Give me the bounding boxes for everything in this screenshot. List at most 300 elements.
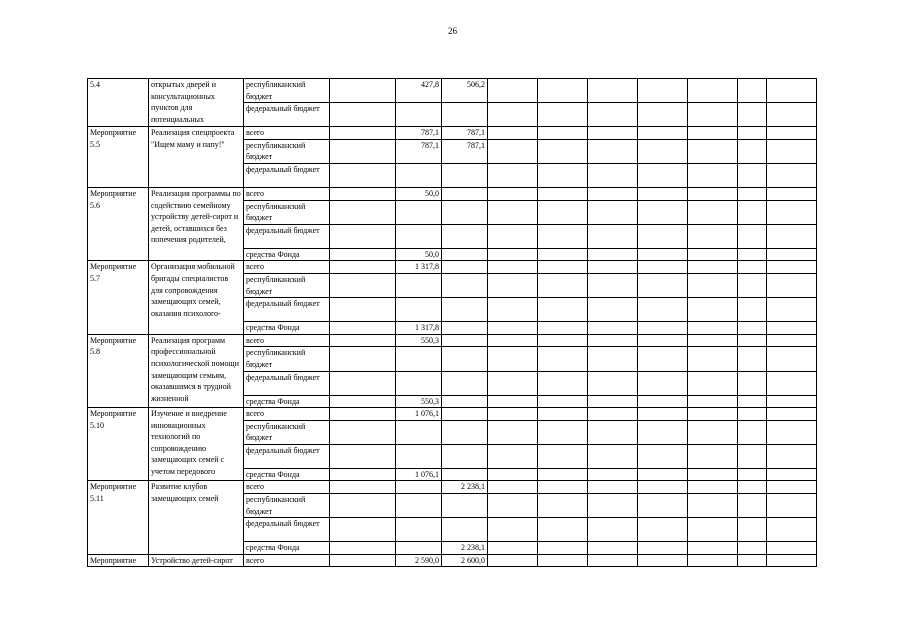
empty-cell <box>688 200 738 224</box>
value-cell <box>330 200 396 224</box>
table-row <box>88 334 817 347</box>
empty-cell <box>638 554 688 567</box>
empty-cell <box>488 468 538 481</box>
empty-cell <box>767 408 817 421</box>
empty-cell <box>638 494 688 518</box>
empty-cell <box>638 261 688 274</box>
funding-source-cell: всего <box>244 334 330 347</box>
empty-cell <box>488 518 538 542</box>
funding-source-cell: федеральный бюджет <box>244 371 330 395</box>
value-cell <box>442 371 488 395</box>
empty-cell <box>588 163 638 187</box>
empty-cell <box>767 420 817 444</box>
activity-code-cell: Мероприятие 5.5 <box>88 127 149 188</box>
funding-source-cell: всего <box>244 481 330 494</box>
value-cell <box>396 444 442 468</box>
empty-cell <box>488 79 538 103</box>
empty-cell <box>738 103 767 127</box>
empty-cell <box>588 127 638 140</box>
table-row <box>88 408 817 421</box>
value-cell <box>396 518 442 542</box>
activity-name-cell: Реализация программы по содействию семейному устройству детей-сирот и детей, оставшихся без попечения родителей, <box>149 187 244 260</box>
value-cell <box>442 273 488 297</box>
empty-cell <box>638 481 688 494</box>
table-row <box>88 79 817 103</box>
empty-cell <box>538 261 588 274</box>
funding-source-cell: федеральный бюджет <box>244 103 330 127</box>
empty-cell <box>688 371 738 395</box>
empty-cell <box>688 408 738 421</box>
empty-cell <box>688 79 738 103</box>
empty-cell <box>638 273 688 297</box>
empty-cell <box>588 395 638 408</box>
empty-cell <box>538 542 588 555</box>
empty-cell <box>638 518 688 542</box>
empty-cell <box>638 139 688 163</box>
value-cell <box>396 163 442 187</box>
value-cell <box>442 248 488 261</box>
value-cell <box>396 494 442 518</box>
value-cell <box>330 103 396 127</box>
empty-cell <box>738 163 767 187</box>
value-cell <box>330 420 396 444</box>
value-cell <box>330 468 396 481</box>
funding-source-cell: средства Фонда <box>244 395 330 408</box>
empty-cell <box>488 334 538 347</box>
empty-cell <box>688 103 738 127</box>
value-cell <box>442 420 488 444</box>
empty-cell <box>767 494 817 518</box>
budget-table <box>87 78 817 567</box>
empty-cell <box>588 248 638 261</box>
empty-cell <box>767 542 817 555</box>
empty-cell <box>767 103 817 127</box>
empty-cell <box>767 481 817 494</box>
value-cell: 1 076,1 <box>396 468 442 481</box>
empty-cell <box>488 127 538 140</box>
activity-name-cell: Изучение и внедрение инновационных технологий по сопровождению замещающих семей с учетом передового <box>149 408 244 481</box>
empty-cell <box>538 468 588 481</box>
empty-cell <box>638 127 688 140</box>
value-cell: 1 076,1 <box>396 408 442 421</box>
empty-cell <box>738 248 767 261</box>
empty-cell <box>488 554 538 567</box>
empty-cell <box>538 371 588 395</box>
empty-cell <box>588 334 638 347</box>
value-cell: 787,1 <box>396 139 442 163</box>
empty-cell <box>638 347 688 371</box>
empty-cell <box>638 371 688 395</box>
funding-source-cell: республиканский бюджет <box>244 347 330 371</box>
empty-cell <box>767 518 817 542</box>
funding-source-cell: республиканский бюджет <box>244 200 330 224</box>
empty-cell <box>538 494 588 518</box>
empty-cell <box>588 554 638 567</box>
value-cell <box>396 420 442 444</box>
value-cell <box>330 481 396 494</box>
empty-cell <box>538 127 588 140</box>
empty-cell <box>638 395 688 408</box>
value-cell <box>396 542 442 555</box>
value-cell <box>330 163 396 187</box>
empty-cell <box>488 103 538 127</box>
activity-name-cell: Развитие клубов замещающих семей <box>149 481 244 554</box>
value-cell <box>442 347 488 371</box>
value-cell: 2 238,1 <box>442 542 488 555</box>
empty-cell <box>588 444 638 468</box>
empty-cell <box>538 334 588 347</box>
activity-code-cell: Мероприятие 5.7 <box>88 261 149 334</box>
empty-cell <box>588 187 638 200</box>
value-cell <box>330 298 396 322</box>
empty-cell <box>738 347 767 371</box>
value-cell: 50,0 <box>396 248 442 261</box>
empty-cell <box>738 187 767 200</box>
empty-cell <box>488 494 538 518</box>
value-cell: 427,8 <box>396 79 442 103</box>
empty-cell <box>538 395 588 408</box>
empty-cell <box>538 408 588 421</box>
empty-cell <box>638 408 688 421</box>
funding-source-cell: республиканский бюджет <box>244 139 330 163</box>
empty-cell <box>767 371 817 395</box>
empty-cell <box>767 273 817 297</box>
funding-source-cell: средства Фонда <box>244 322 330 335</box>
empty-cell <box>767 200 817 224</box>
empty-cell <box>638 163 688 187</box>
activity-name-cell: Организация мобильной бригады специалистов для сопровождения замещающих семей, оказания психолого- <box>149 261 244 334</box>
empty-cell <box>638 542 688 555</box>
empty-cell <box>488 481 538 494</box>
empty-cell <box>538 322 588 335</box>
value-cell <box>330 444 396 468</box>
empty-cell <box>488 420 538 444</box>
empty-cell <box>688 554 738 567</box>
empty-cell <box>488 261 538 274</box>
value-cell <box>442 187 488 200</box>
empty-cell <box>738 79 767 103</box>
empty-cell <box>638 298 688 322</box>
funding-source-cell: федеральный бюджет <box>244 444 330 468</box>
funding-source-cell: всего <box>244 127 330 140</box>
empty-cell <box>538 248 588 261</box>
empty-cell <box>488 322 538 335</box>
activity-code-cell: Мероприятие 5.6 <box>88 187 149 260</box>
value-cell <box>330 79 396 103</box>
empty-cell <box>588 322 638 335</box>
empty-cell <box>538 518 588 542</box>
empty-cell <box>767 554 817 567</box>
value-cell <box>330 139 396 163</box>
value-cell <box>330 542 396 555</box>
empty-cell <box>688 542 738 555</box>
funding-source-cell: всего <box>244 187 330 200</box>
empty-cell <box>488 444 538 468</box>
funding-source-cell: средства Фонда <box>244 542 330 555</box>
value-cell <box>442 322 488 335</box>
value-cell: 1 317,8 <box>396 261 442 274</box>
empty-cell <box>638 322 688 335</box>
empty-cell <box>688 481 738 494</box>
table-row <box>88 481 817 494</box>
empty-cell <box>538 554 588 567</box>
funding-source-cell: всего <box>244 554 330 567</box>
empty-cell <box>767 79 817 103</box>
empty-cell <box>688 420 738 444</box>
empty-cell <box>638 420 688 444</box>
activity-code-cell: 5.4 <box>88 79 149 127</box>
funding-source-cell: республиканский бюджет <box>244 79 330 103</box>
empty-cell <box>488 395 538 408</box>
value-cell <box>330 408 396 421</box>
empty-cell <box>638 79 688 103</box>
empty-cell <box>688 273 738 297</box>
empty-cell <box>767 395 817 408</box>
empty-cell <box>738 468 767 481</box>
funding-source-cell: всего <box>244 408 330 421</box>
value-cell <box>396 481 442 494</box>
value-cell: 2 590,0 <box>396 554 442 567</box>
empty-cell <box>738 518 767 542</box>
value-cell <box>330 322 396 335</box>
empty-cell <box>688 298 738 322</box>
value-cell <box>396 371 442 395</box>
value-cell <box>396 298 442 322</box>
empty-cell <box>738 494 767 518</box>
empty-cell <box>738 420 767 444</box>
value-cell <box>396 200 442 224</box>
funding-source-cell: республиканский бюджет <box>244 420 330 444</box>
empty-cell <box>588 420 638 444</box>
empty-cell <box>638 444 688 468</box>
empty-cell <box>688 347 738 371</box>
empty-cell <box>588 408 638 421</box>
empty-cell <box>588 542 638 555</box>
empty-cell <box>638 103 688 127</box>
value-cell: 50,0 <box>396 187 442 200</box>
empty-cell <box>738 127 767 140</box>
value-cell <box>330 224 396 248</box>
value-cell <box>442 444 488 468</box>
empty-cell <box>738 371 767 395</box>
empty-cell <box>638 248 688 261</box>
empty-cell <box>738 408 767 421</box>
empty-cell <box>588 139 638 163</box>
empty-cell <box>738 554 767 567</box>
value-cell <box>442 468 488 481</box>
value-cell <box>330 395 396 408</box>
activity-name-cell: открытых дверей и консультационных пунктов для потенциальных <box>149 79 244 127</box>
value-cell <box>330 347 396 371</box>
activity-code-cell: Мероприятие 5.10 <box>88 408 149 481</box>
table-row <box>88 127 817 140</box>
empty-cell <box>588 494 638 518</box>
empty-cell <box>488 248 538 261</box>
value-cell: 550,3 <box>396 334 442 347</box>
value-cell <box>330 334 396 347</box>
value-cell: 550,3 <box>396 395 442 408</box>
empty-cell <box>738 395 767 408</box>
value-cell: 787,1 <box>442 139 488 163</box>
value-cell <box>330 261 396 274</box>
value-cell <box>330 187 396 200</box>
value-cell <box>442 395 488 408</box>
empty-cell <box>688 322 738 335</box>
value-cell <box>330 127 396 140</box>
value-cell <box>442 298 488 322</box>
empty-cell <box>738 444 767 468</box>
empty-cell <box>638 334 688 347</box>
empty-cell <box>538 187 588 200</box>
empty-cell <box>538 347 588 371</box>
empty-cell <box>488 273 538 297</box>
empty-cell <box>588 79 638 103</box>
value-cell <box>442 261 488 274</box>
empty-cell <box>688 127 738 140</box>
empty-cell <box>638 187 688 200</box>
funding-source-cell: федеральный бюджет <box>244 518 330 542</box>
empty-cell <box>738 298 767 322</box>
value-cell: 1 317,8 <box>396 322 442 335</box>
empty-cell <box>688 468 738 481</box>
value-cell <box>330 248 396 261</box>
value-cell <box>442 334 488 347</box>
funding-source-cell: республиканский бюджет <box>244 273 330 297</box>
empty-cell <box>638 200 688 224</box>
empty-cell <box>588 481 638 494</box>
empty-cell <box>488 200 538 224</box>
empty-cell <box>488 224 538 248</box>
empty-cell <box>738 481 767 494</box>
empty-cell <box>638 224 688 248</box>
empty-cell <box>738 334 767 347</box>
empty-cell <box>638 468 688 481</box>
empty-cell <box>688 444 738 468</box>
activity-name-cell: Устройство детей-сирот <box>149 554 244 567</box>
empty-cell <box>538 79 588 103</box>
empty-cell <box>588 347 638 371</box>
value-cell <box>330 273 396 297</box>
empty-cell <box>688 163 738 187</box>
funding-source-cell: федеральный бюджет <box>244 163 330 187</box>
value-cell <box>442 494 488 518</box>
value-cell <box>442 103 488 127</box>
funding-source-cell: федеральный бюджет <box>244 298 330 322</box>
empty-cell <box>767 261 817 274</box>
empty-cell <box>767 187 817 200</box>
empty-cell <box>688 224 738 248</box>
empty-cell <box>488 298 538 322</box>
empty-cell <box>588 518 638 542</box>
table-row <box>88 187 817 200</box>
value-cell <box>442 224 488 248</box>
empty-cell <box>538 273 588 297</box>
value-cell <box>330 494 396 518</box>
empty-cell <box>588 298 638 322</box>
value-cell <box>330 554 396 567</box>
empty-cell <box>688 334 738 347</box>
value-cell: 787,1 <box>442 127 488 140</box>
value-cell <box>442 408 488 421</box>
value-cell: 2 238,1 <box>442 481 488 494</box>
funding-source-cell: федеральный бюджет <box>244 224 330 248</box>
empty-cell <box>588 103 638 127</box>
empty-cell <box>538 163 588 187</box>
empty-cell <box>538 139 588 163</box>
empty-cell <box>767 468 817 481</box>
activity-code-cell: Мероприятие <box>88 554 149 567</box>
empty-cell <box>688 261 738 274</box>
empty-cell <box>538 298 588 322</box>
empty-cell <box>588 224 638 248</box>
empty-cell <box>588 468 638 481</box>
empty-cell <box>488 187 538 200</box>
empty-cell <box>488 139 538 163</box>
empty-cell <box>588 273 638 297</box>
empty-cell <box>738 139 767 163</box>
empty-cell <box>488 163 538 187</box>
funding-source-cell: средства Фонда <box>244 468 330 481</box>
value-cell <box>330 371 396 395</box>
funding-source-cell: всего <box>244 261 330 274</box>
empty-cell <box>588 261 638 274</box>
activity-code-cell: Мероприятие 5.11 <box>88 481 149 554</box>
empty-cell <box>738 273 767 297</box>
activity-name-cell: Реализация спецпроекта "Ищем маму и папу!" <box>149 127 244 188</box>
empty-cell <box>688 494 738 518</box>
empty-cell <box>738 542 767 555</box>
empty-cell <box>767 224 817 248</box>
empty-cell <box>688 248 738 261</box>
empty-cell <box>538 103 588 127</box>
value-cell: 787,1 <box>396 127 442 140</box>
empty-cell <box>488 371 538 395</box>
empty-cell <box>767 127 817 140</box>
value-cell <box>396 347 442 371</box>
empty-cell <box>538 420 588 444</box>
empty-cell <box>538 444 588 468</box>
empty-cell <box>538 481 588 494</box>
empty-cell <box>688 518 738 542</box>
empty-cell <box>767 139 817 163</box>
value-cell <box>442 200 488 224</box>
empty-cell <box>738 261 767 274</box>
funding-source-cell: республиканский бюджет <box>244 494 330 518</box>
activity-code-cell: Мероприятие 5.8 <box>88 334 149 407</box>
empty-cell <box>688 187 738 200</box>
empty-cell <box>767 298 817 322</box>
empty-cell <box>767 163 817 187</box>
empty-cell <box>688 139 738 163</box>
page-number: 26 <box>448 26 457 36</box>
funding-source-cell: средства Фонда <box>244 248 330 261</box>
table-row <box>88 554 817 567</box>
value-cell <box>330 518 396 542</box>
empty-cell <box>767 444 817 468</box>
value-cell: 506,2 <box>442 79 488 103</box>
empty-cell <box>538 224 588 248</box>
empty-cell <box>688 395 738 408</box>
value-cell <box>396 103 442 127</box>
empty-cell <box>488 347 538 371</box>
empty-cell <box>738 200 767 224</box>
value-cell <box>442 518 488 542</box>
empty-cell <box>488 408 538 421</box>
empty-cell <box>738 224 767 248</box>
table-row <box>88 261 817 274</box>
value-cell <box>442 163 488 187</box>
empty-cell <box>588 200 638 224</box>
